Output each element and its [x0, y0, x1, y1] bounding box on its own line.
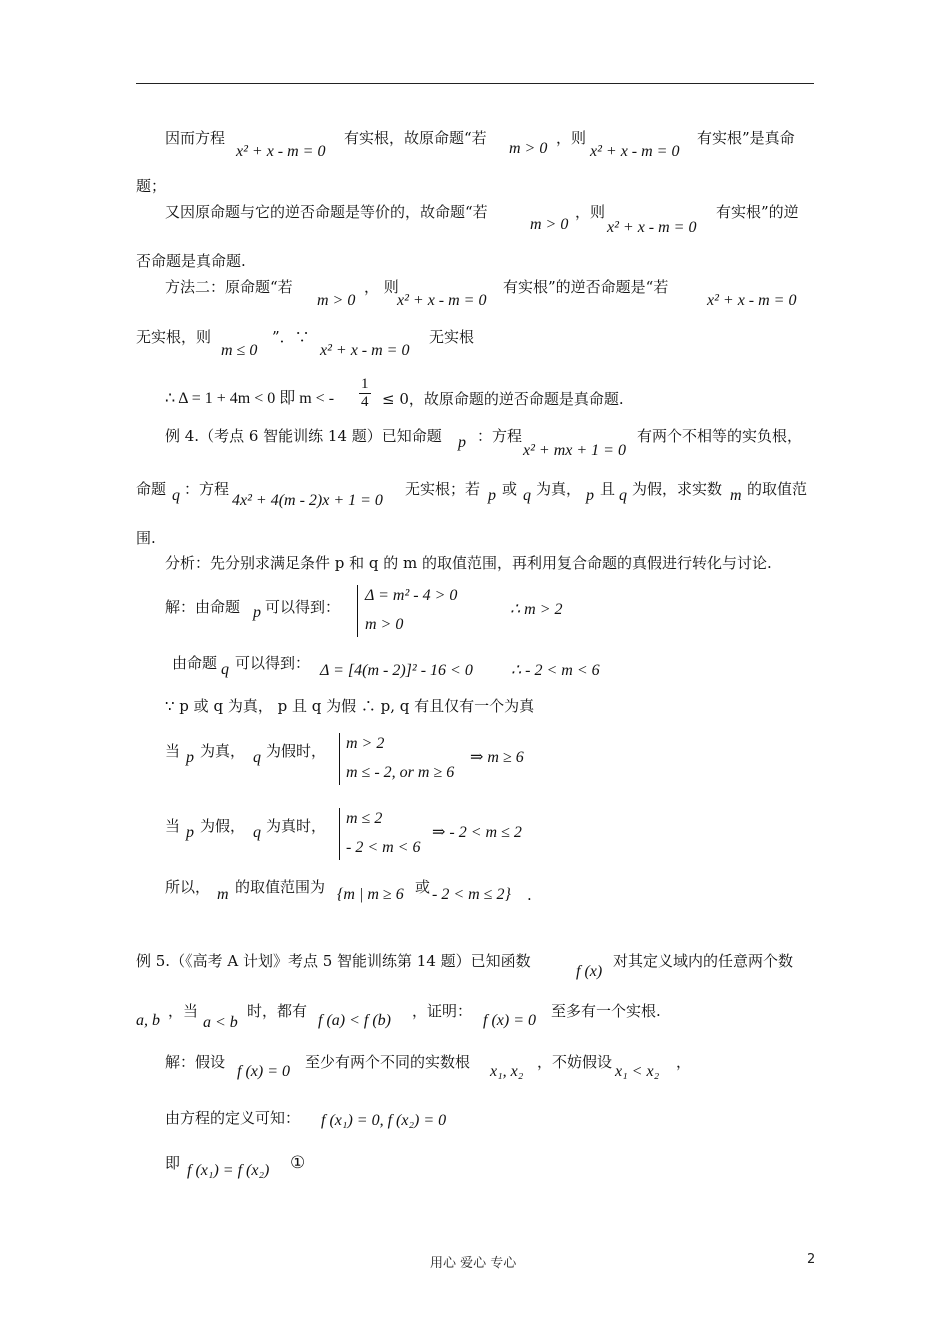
equation: x² + x - m = 0	[236, 143, 326, 160]
roots: x₁, x₂	[490, 1063, 524, 1080]
variable: q	[619, 487, 627, 504]
variable: p	[186, 749, 194, 766]
text: 可以得到：	[265, 598, 341, 616]
equation: m > 2	[346, 735, 385, 752]
equation: x² + x - m = 0	[397, 292, 487, 309]
text: 因而方程	[165, 129, 226, 147]
text: ，	[676, 1053, 692, 1071]
text: 方法二：原命题“若	[165, 278, 293, 296]
text: 为假时，	[266, 742, 327, 760]
text: 为假，求实数	[632, 480, 723, 498]
text: 即	[165, 1154, 181, 1172]
text: 无实根	[429, 328, 475, 346]
text: 或	[502, 480, 518, 498]
variables: a, b	[136, 1012, 160, 1029]
variable: q	[221, 661, 229, 678]
variable: p	[186, 824, 194, 841]
text: 由方程的定义可知：	[165, 1109, 301, 1127]
text: 时，都有	[247, 1002, 308, 1020]
equation: - 2 < m ≤ 2}	[432, 886, 511, 903]
text: 有实根”是真命	[697, 129, 795, 147]
text: 的取值范	[747, 480, 808, 498]
equation: m > 0	[317, 292, 356, 309]
variable: q	[253, 749, 261, 766]
equation: m ≤ 2	[346, 810, 383, 827]
text: ，证明：	[412, 1002, 473, 1020]
inequality: x₁ < x₂	[615, 1063, 660, 1080]
variable: p	[488, 487, 496, 504]
text: 围.	[136, 529, 156, 547]
page-number: 2	[807, 1252, 816, 1267]
text: ：方程	[184, 480, 230, 498]
text: 解：由命题	[165, 598, 241, 616]
variable: q	[523, 487, 531, 504]
equation: - 2 < m < 6	[346, 839, 421, 856]
condition: a < b	[203, 1014, 238, 1031]
equation: ∴ Δ = 1 + 4m < 0 即 m < -	[165, 390, 335, 407]
inequality: f (a) < f (b)	[318, 1012, 391, 1029]
equation: ⇒ - 2 < m ≤ 2	[432, 824, 522, 841]
equation: 4x² + 4(m - 2)x + 1 = 0	[232, 492, 383, 509]
text: ，不妨假设	[537, 1053, 613, 1071]
text: ，则	[556, 129, 587, 147]
text: .	[527, 886, 532, 904]
text: 或	[415, 878, 431, 896]
text: 为假，	[200, 817, 246, 835]
system-brace	[357, 585, 364, 637]
text: 可以得到：	[235, 654, 311, 672]
text: 至少有两个不同的实数根	[305, 1053, 471, 1071]
equation: f (x₁) = 0, f (x₂) = 0	[321, 1112, 447, 1129]
equation: m > 0	[530, 216, 569, 233]
equation: x² + x - m = 0	[320, 342, 410, 359]
variable: m	[730, 487, 742, 504]
variable: m	[217, 886, 229, 903]
text: 无实根，则	[136, 328, 212, 346]
text: 至多有一个实根.	[551, 1002, 661, 1020]
equation: x² + x - m = 0	[590, 143, 680, 160]
text: 由命题	[172, 654, 218, 672]
text: 命题	[136, 480, 167, 498]
equation: Δ = [4(m - 2)]² - 16 < 0	[320, 662, 473, 679]
text: ：方程	[477, 427, 523, 445]
text: 对其定义域内的任意两个数	[613, 952, 794, 970]
equation: m > 0	[365, 616, 404, 633]
equation: ∴ m > 2	[510, 601, 563, 618]
fraction-denominator: 4	[361, 394, 369, 410]
equation: ∴ - 2 < m < 6	[511, 662, 600, 679]
fraction-numerator: 1	[361, 376, 369, 392]
equation: f (x₁) = f (x₂)	[187, 1162, 270, 1179]
footer-slogan: 用心 爱心 专心	[430, 1256, 517, 1271]
text: 为真，	[536, 480, 582, 498]
variable: q	[253, 824, 261, 841]
equation: f (x) = 0	[483, 1012, 536, 1029]
text: 的取值范围为	[235, 878, 326, 896]
text: 题；	[136, 177, 167, 195]
header-rule	[136, 83, 814, 84]
variable: p	[253, 604, 261, 621]
system-brace	[339, 733, 346, 785]
text: 为真，	[200, 742, 246, 760]
text: 有实根，故原命题“若	[344, 129, 487, 147]
fraction	[359, 376, 371, 411]
text: 否命题是真命题.	[136, 252, 246, 270]
text: 例 5.（《高考 A 计划》考点 5 智能训练第 14 题）已知函数	[136, 952, 531, 970]
text: 有两个不相等的实负根，	[637, 427, 803, 445]
text: 无实根；若	[405, 480, 481, 498]
equation: x² + x - m = 0	[607, 219, 697, 236]
equation: m ≤ 0	[221, 342, 258, 359]
text: ∵ p 或 q 为真， p 且 q 为假 ∴ p, q 有且仅有一个为真	[165, 697, 535, 715]
equation: ⇒ m ≥ 6	[470, 749, 524, 766]
equation: x² + mx + 1 = 0	[523, 442, 626, 459]
equation: Δ = m² - 4 > 0	[365, 587, 458, 604]
variable: p	[458, 434, 466, 451]
text: 又因原命题与它的逆否命题是等价的，故命题“若	[165, 203, 488, 221]
text: 为真时，	[266, 817, 327, 835]
text: 分析：先分别求满足条件 p 和 q 的 m 的取值范围，再利用复合命题的真假进行转化与讨论.	[165, 554, 772, 572]
text: ， 则	[364, 278, 399, 296]
text: 有实根”的逆	[716, 203, 799, 221]
text: 所以，	[165, 878, 211, 896]
text: ，则	[575, 203, 606, 221]
text: ”．∵	[272, 328, 310, 346]
text: ≤ 0，故原命题的逆否命题是真命题.	[382, 390, 624, 408]
function: f (x)	[576, 963, 603, 980]
equation: m > 0	[509, 140, 548, 157]
text: 当	[165, 742, 181, 760]
circled-one-mark: ①	[290, 1153, 306, 1173]
variable: p	[586, 487, 594, 504]
text: 且	[600, 480, 616, 498]
text: 有实根”的逆否命题是“若	[503, 278, 669, 296]
equation: {m | m ≥ 6	[337, 886, 404, 903]
variable: q	[172, 487, 180, 504]
text: 当	[165, 817, 181, 835]
equation: m ≤ - 2, or m ≥ 6	[346, 764, 455, 781]
system-brace	[339, 808, 346, 860]
equation: x² + x - m = 0	[707, 292, 797, 309]
equation: f (x) = 0	[237, 1063, 290, 1080]
text: 例 4.（考点 6 智能训练 14 题）已知命题	[165, 427, 442, 445]
text: ，当	[168, 1002, 199, 1020]
text: 解：假设	[165, 1053, 226, 1071]
